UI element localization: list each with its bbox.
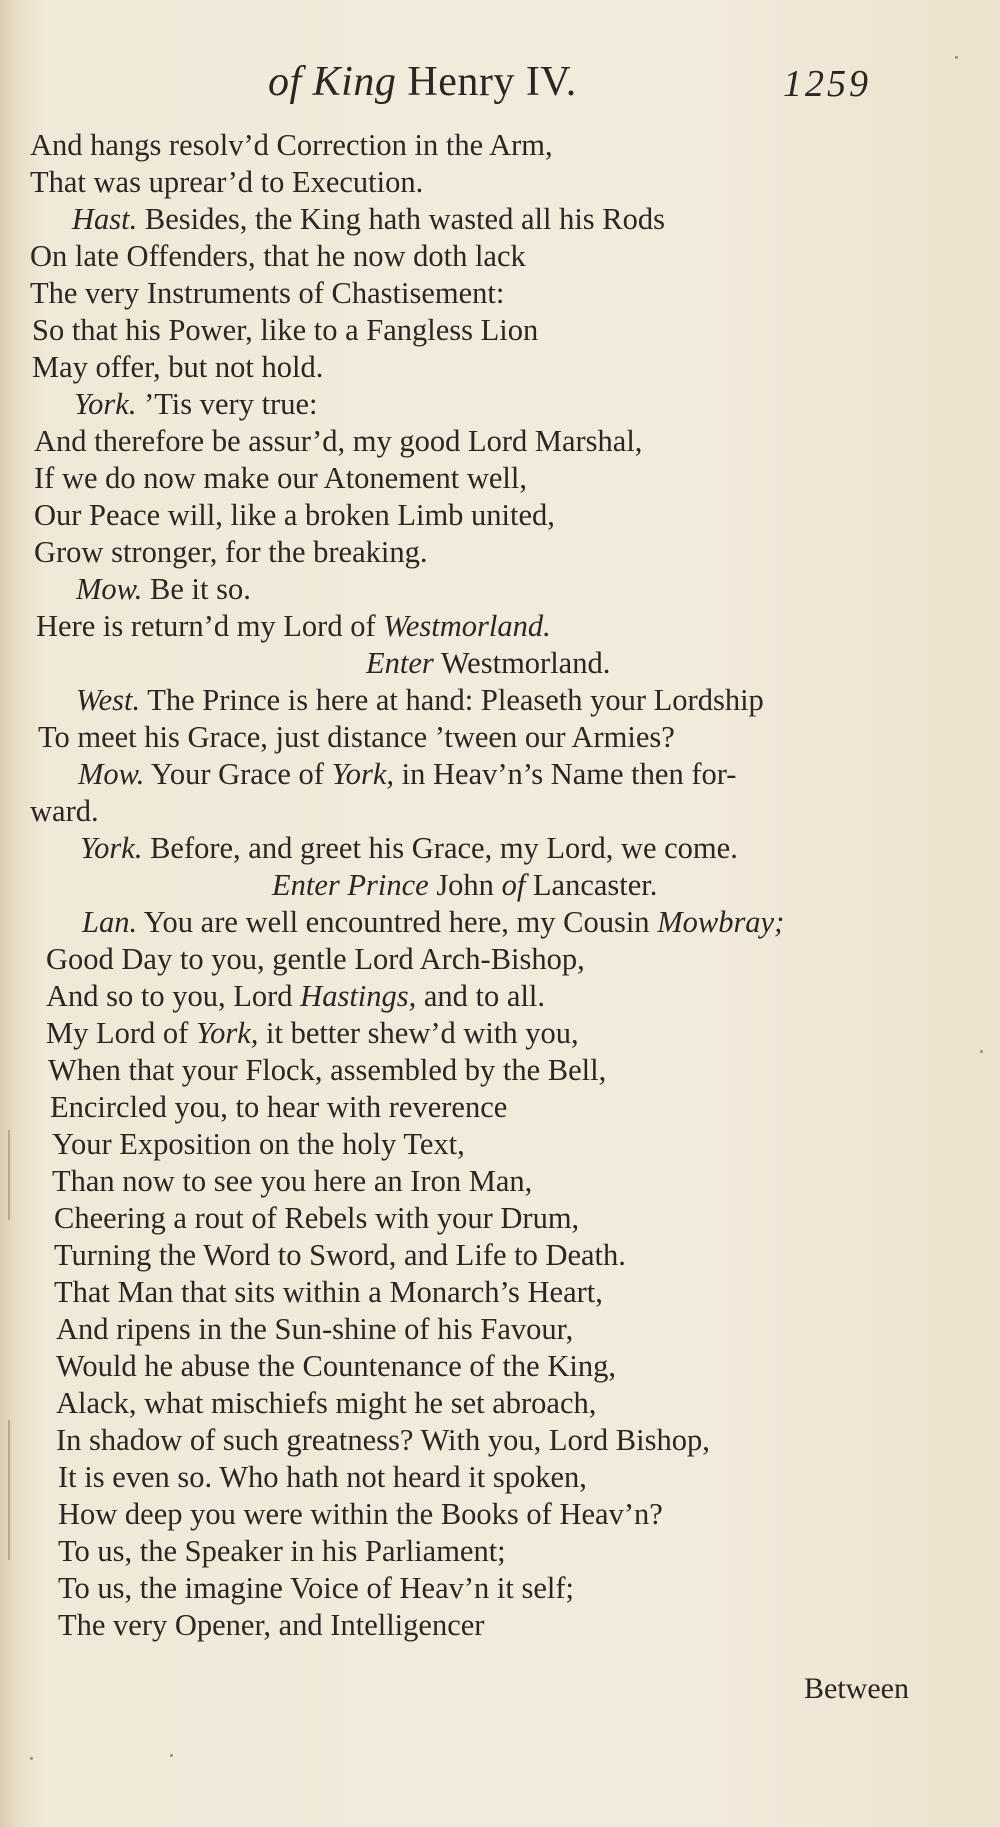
place-name: York, [195,1016,259,1050]
text-run: On late Offenders, that he now doth lack [30,239,526,273]
verse-line [30,238,526,275]
verse-line [48,1052,606,1089]
verse-line [38,719,675,756]
verse-line [58,1570,574,1607]
text-run: To us, the Speaker in his Parliament; [58,1534,506,1568]
text-run: You are well encountred here, my Cousin [137,905,658,939]
text-run: And so to you, Lord [46,979,301,1013]
place-name: Westmorland. [383,609,551,643]
text-run: Be it so. [142,572,251,606]
speaker-name: Mow. [76,572,143,606]
stage-enter: Enter [366,646,434,680]
person-name: Hastings, [300,979,417,1013]
verse-line [58,1459,587,1496]
text-run: Good Day to you, gentle Lord Arch-Bishop, [46,942,585,976]
verse-line [34,460,527,497]
text-run: And ripens in the Sun-shine of his Favour, [56,1312,574,1346]
verse-line [58,1607,484,1644]
text-run: Lancaster. [525,868,658,902]
text-run: That Man that sits within a Monarch’s Heart, [54,1275,603,1309]
text-run: If we do now make our Atonement well, [34,461,527,495]
text-run-italic: of [501,868,526,902]
verse-line [52,1163,532,1200]
text-run: ward. [30,794,99,828]
speaker-name: West. [76,683,141,717]
verse-line [54,1274,603,1311]
text-run: How deep you were within the Books of Heav’n? [58,1497,663,1531]
text-run: ’Tis very true: [136,387,318,421]
text-run: Your Exposition on the holy Text, [52,1127,465,1161]
text-run: When that your Flock, assembled by the Bell, [48,1053,607,1087]
text-run: It is even so. Who hath not heard it spoken, [58,1460,587,1494]
text-run: And therefore be assur’d, my good Lord Marshal, [34,424,643,458]
text-run: in Heav’n’s Name then for- [394,757,737,791]
text-run: John [428,868,502,902]
text-run: Our Peace will, like a broken Limb united, [34,498,555,532]
speaker-name: York. [80,831,143,865]
verse-line [78,756,736,793]
text-run: Cheering a rout of Rebels with your Drum, [54,1201,580,1235]
verse-line [74,386,317,423]
ink-speck [980,1050,983,1053]
verse-line [46,941,585,978]
gutter-shadow [8,1130,10,1220]
text-run: My Lord of [46,1016,196,1050]
running-title [268,58,577,106]
stage-direction [366,645,610,682]
verse-line [30,275,504,312]
verse-line [30,127,553,164]
text-run: Here is return’d my Lord of [36,609,384,643]
verse-line [46,978,545,1015]
ink-speck [170,1754,173,1757]
verse-line [50,1089,507,1126]
ink-speck [955,56,958,59]
verse-line [32,312,538,349]
verse-line [56,1348,616,1385]
gutter-shadow [8,1420,10,1560]
text-run: Besides, the King hath wasted all his Rods [137,202,666,236]
person-name: Mowbray; [657,905,785,939]
text-run: That was uprear’d to Execution. [30,165,424,199]
text-run: May offer, but not hold. [32,350,324,384]
text-run: it better shew’d with you, [258,1016,579,1050]
text-run: and to all. [416,979,546,1013]
place-name: York, [331,757,395,791]
running-title-italic: of King [268,59,397,105]
verse-line [36,608,551,645]
verse-line [80,830,738,867]
text-run: Westmorland. [433,646,611,680]
text-run: Than now to see you here an Iron Man, [52,1164,533,1198]
verse-line [82,904,784,941]
stage-direction [272,867,657,904]
text-run: To meet his Grace, just distance ’tween our Armies? [38,720,675,754]
text-run: Alack, what mischiefs might he set abroach, [56,1386,597,1420]
verse-line [76,682,764,719]
text-run: So that his Power, like to a Fangless Lion [32,313,539,347]
speaker-name: York. [74,387,137,421]
verse-line [56,1422,710,1459]
verse-line [72,201,665,238]
verse-line [56,1311,573,1348]
text-run: Turning the Word to Sword, and Life to Death. [54,1238,626,1272]
text-run: The very Instruments of Chastisement: [30,276,505,310]
text-run: Your Grace of [144,757,332,791]
verse-line [58,1533,506,1570]
text-run: Grow stronger, for the breaking. [34,535,428,569]
text-run: To us, the imagine Voice of Heav’n it self; [58,1571,574,1605]
verse-line [34,423,642,460]
speaker-name: Hast. [72,202,138,236]
page-number: 1259 [783,63,871,105]
speaker-name: Mow. [78,757,145,791]
verse-line [76,571,251,608]
verse-line [34,497,555,534]
verse-line [54,1237,626,1274]
text-run: The very Opener, and Intelligencer [58,1608,485,1642]
text-run: Encircled you, to hear with reverence [50,1090,508,1124]
text-run: In shadow of such greatness? With you, Lord Bishop, [56,1423,710,1457]
catchword: Between [804,1672,909,1705]
stage-enter: Enter Prince [272,868,429,902]
verse-line [46,1015,579,1052]
text-run: The Prince is here at hand: Pleaseth your Lordship [140,683,764,717]
text-run: And hangs resolv’d Correction in the Arm, [30,128,553,162]
speaker-name: Lan. [82,905,138,939]
text-run: Before, and greet his Grace, my Lord, we come. [142,831,738,865]
verse-line [54,1200,579,1237]
verse-line [56,1385,596,1422]
ink-speck [30,1757,33,1760]
running-header [0,58,1000,118]
verse-line [52,1126,465,1163]
verse-line [30,793,99,830]
verse-line [58,1496,663,1533]
verse-line [34,534,427,571]
verse-line [32,349,323,386]
text-run: Would he abuse the Countenance of the King, [56,1349,616,1383]
running-title-roman: Henry IV. [396,59,577,105]
verse-line [30,164,423,201]
